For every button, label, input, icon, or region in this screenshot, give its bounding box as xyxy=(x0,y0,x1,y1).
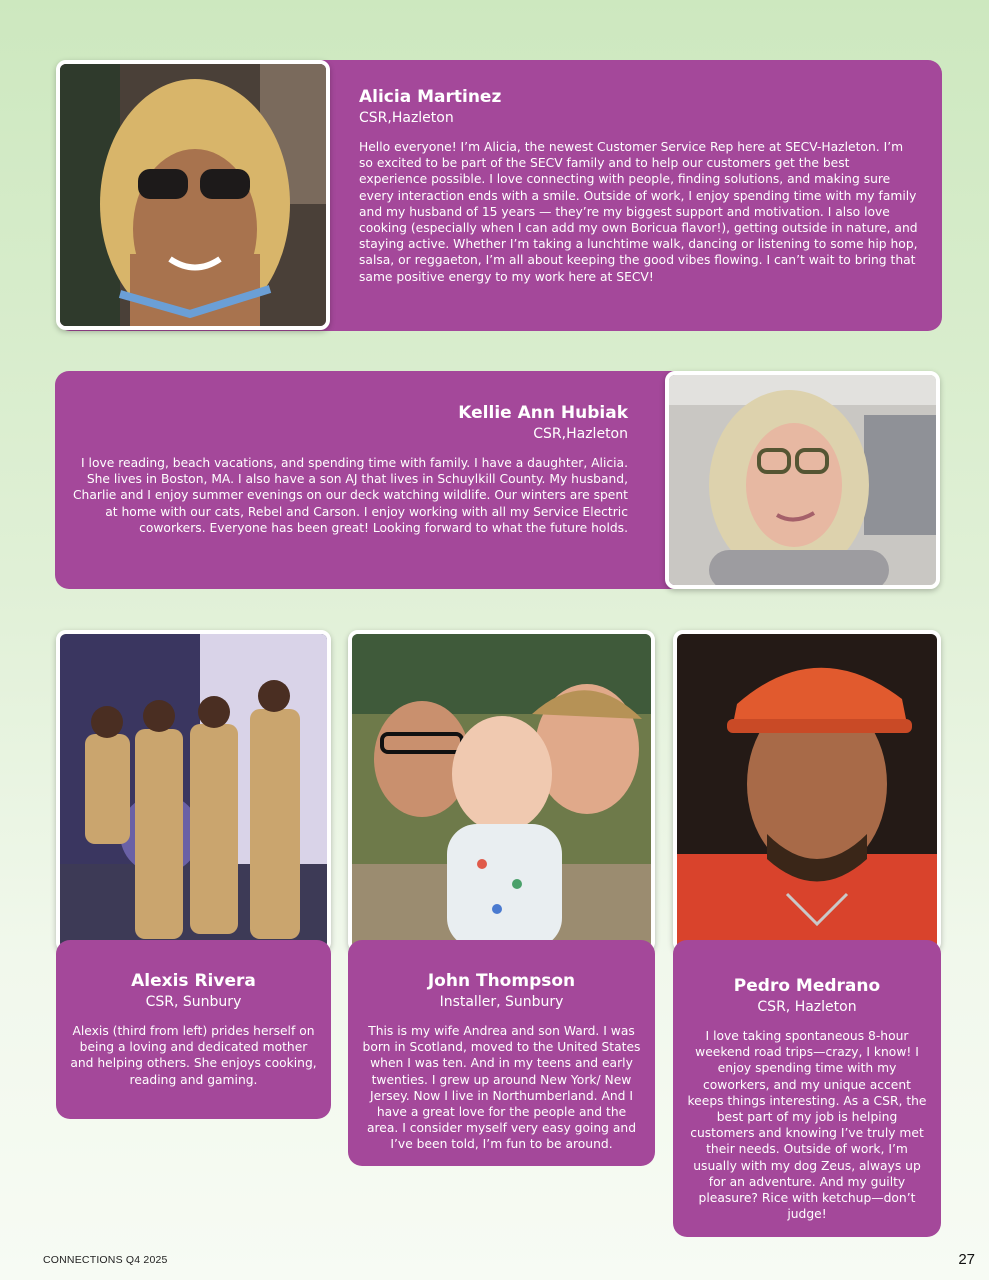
group-photo-image xyxy=(60,634,327,948)
profile-role: CSR,Hazleton xyxy=(359,110,454,126)
profile-card-alexis xyxy=(56,940,331,1119)
profile-photo-alexis xyxy=(56,630,331,952)
profile-bio: Hello everyone! I’m Alicia, the newest Customer Service Rep here at SECV-Hazleton. I’m so excited to be part of the SECV family and to help our customers get the best experience possible. I love connecting with people, finding solutions, and making sure every interaction ends with a smile. Outside of work, I enjoy spending time with my family and my husband of 15 years — they’re my biggest support and motivation. I also love cooking (especially when I can add my own Boricua flavor!), getting outside in nature, and staying active. Whether I’m taking a lunchtime walk, dancing or listening to some hip hop, salsa, or reggaeton, I’m all about keeping the good vibes flowing. I can’t wait to bring that same positive energy to my work here at SECV! xyxy=(359,140,918,284)
profile-photo-john xyxy=(348,630,655,952)
profile-text-alexis xyxy=(68,971,319,1088)
page-number: 27 xyxy=(958,1251,975,1268)
profile-name: Alicia Martinez xyxy=(359,87,502,107)
profile-bio: I love taking spontaneous 8-hour weekend road trips—crazy, I know! I enjoy spending time with my coworkers, and my unique accent keeps things interesting. As a CSR, the best part of my job is helping customers and knowing I’ve truly met their needs. Outside of work, I’m usually with my dog Zeus, always up for an adventure. And my guilty pleasure? Rice with ketchup—don’t judge! xyxy=(687,1029,927,1222)
profile-card-kellie xyxy=(55,371,705,589)
profile-photo-pedro xyxy=(673,630,941,952)
profile-text-john xyxy=(360,971,643,1153)
profile-card-john xyxy=(348,940,655,1166)
profile-photo-alicia xyxy=(56,60,330,330)
profile-role: CSR,Hazleton xyxy=(533,426,628,442)
profile-role: CSR, Sunbury xyxy=(145,994,242,1010)
profile-bio: This is my wife Andrea and son Ward. I was born in Scotland, moved to the United States when I was ten. And in my teens and early twenties. I grew up around New York/ New Jersey. Now I live in Northumberland. And I have a great love for the people and the area. I consider myself very easy going and I’ve been told, I’m fun to be around. xyxy=(362,1024,641,1152)
portrait-image xyxy=(677,634,937,948)
profile-card-pedro xyxy=(673,940,941,1237)
profile-role: Installer, Sunbury xyxy=(439,994,564,1010)
profile-bio: I love reading, beach vacations, and spending time with family. I have a daughter, Alicia. She lives in Boston, MA. I also have a son AJ that lives in Schuylkill County. My husband, Charlie and I enjoy summer evenings on our deck watching wildlife. Our winters are spent at home with our cats, Rebel and Carson. I enjoy working with all my Service Electric coworkers. Everyone has been great! Looking forward to what the future holds. xyxy=(72,456,628,535)
profile-role: CSR, Hazleton xyxy=(757,999,857,1015)
profile-text-pedro xyxy=(685,976,929,1222)
portrait-image xyxy=(669,375,936,585)
profile-name: Pedro Medrano xyxy=(733,976,881,996)
profile-text-kellie xyxy=(68,403,628,536)
profile-name: John Thompson xyxy=(427,971,576,991)
family-photo-image xyxy=(352,634,651,948)
portrait-image xyxy=(60,64,326,326)
profile-name: Kellie Ann Hubiak xyxy=(458,403,628,423)
profile-name: Alexis Rivera xyxy=(131,971,256,991)
footer-publication: CONNECTIONS Q4 2025 xyxy=(43,1254,168,1266)
profile-text-alicia xyxy=(359,87,919,285)
profile-photo-kellie xyxy=(665,371,940,589)
profile-bio: Alexis (third from left) prides herself on being a loving and dedicated mother and helping others. She enjoys cooking, reading and gaming. xyxy=(70,1024,317,1087)
